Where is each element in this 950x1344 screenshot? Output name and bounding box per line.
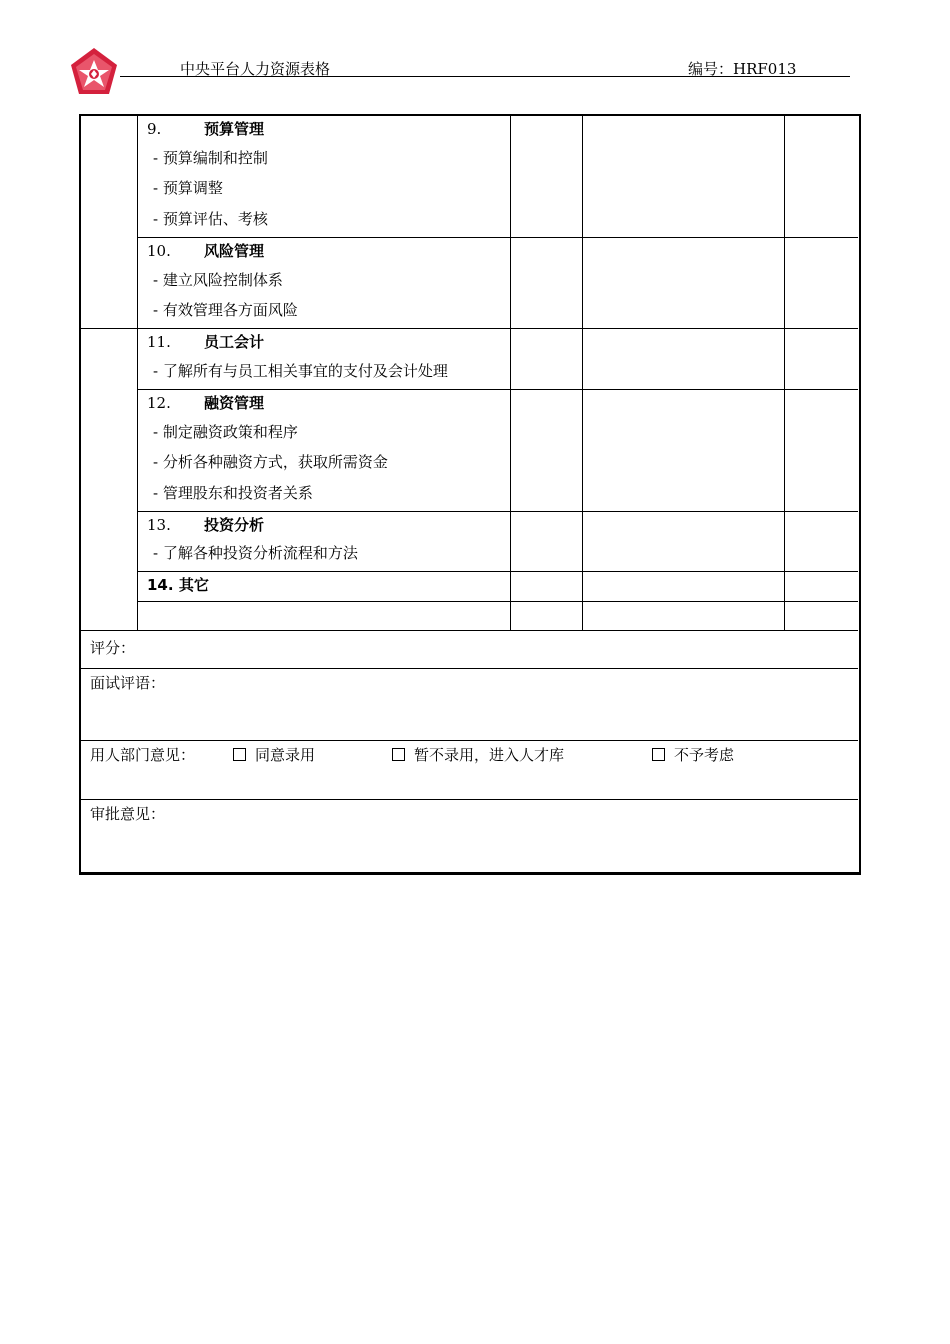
list-item: - 了解各种投资分析流程和方法 (153, 544, 358, 562)
list-item: - 分析各种融资方式，获取所需资金 (153, 453, 388, 471)
row-divider (137, 237, 858, 238)
list-item: - 管理股东和投资者关系 (153, 484, 313, 502)
row-divider (137, 389, 858, 390)
checkbox[interactable] (233, 748, 246, 761)
column-divider (582, 115, 583, 630)
section-heading: 13. 投资分析 (147, 516, 265, 534)
header-divider (120, 76, 850, 77)
checkbox[interactable] (392, 748, 405, 761)
section-heading: 11. 员工会计 (147, 333, 265, 351)
list-item: - 建立风险控制体系 (153, 271, 283, 289)
form-code: 编号：HRF013 (688, 60, 797, 78)
list-item: - 制定融资政策和程序 (153, 423, 298, 441)
option-talent-pool[interactable]: 暂不录用，进入人才库 (392, 744, 564, 765)
company-logo (67, 46, 121, 100)
interview-comments-label: 面试评语： (90, 674, 166, 692)
row-divider (137, 601, 858, 602)
option-accept[interactable]: 同意录用 (233, 744, 315, 765)
list-item: - 了解所有与员工相关事宜的支付及会计处理 (153, 362, 448, 380)
form-title: 中央平台人力资源表格 (180, 60, 331, 78)
department-opinion-label: 用人部门意见： (90, 746, 196, 764)
column-divider (137, 115, 138, 630)
list-item: - 有效管理各方面风险 (153, 301, 298, 319)
score-label: 评分： (90, 639, 136, 657)
approval-label: 审批意见： (90, 805, 166, 823)
option-reject[interactable]: 不予考虑 (652, 744, 734, 765)
section-heading: 9. 预算管理 (147, 120, 265, 138)
checkbox[interactable] (652, 748, 665, 761)
row-divider (80, 740, 858, 741)
row-divider (137, 571, 858, 572)
row-divider (80, 799, 858, 800)
section-heading: 12. 融资管理 (147, 394, 265, 412)
column-divider (510, 115, 511, 630)
section-heading: 14. 其它 (147, 576, 209, 594)
row-divider (137, 511, 858, 512)
column-divider (784, 115, 785, 630)
list-item: - 预算评估、考核 (153, 210, 268, 228)
row-divider (80, 668, 858, 669)
section-heading: 10. 风险管理 (147, 242, 265, 260)
list-item: - 预算编制和控制 (153, 149, 268, 167)
list-item: - 预算调整 (153, 179, 223, 197)
row-divider (80, 328, 858, 329)
row-divider (80, 630, 858, 631)
